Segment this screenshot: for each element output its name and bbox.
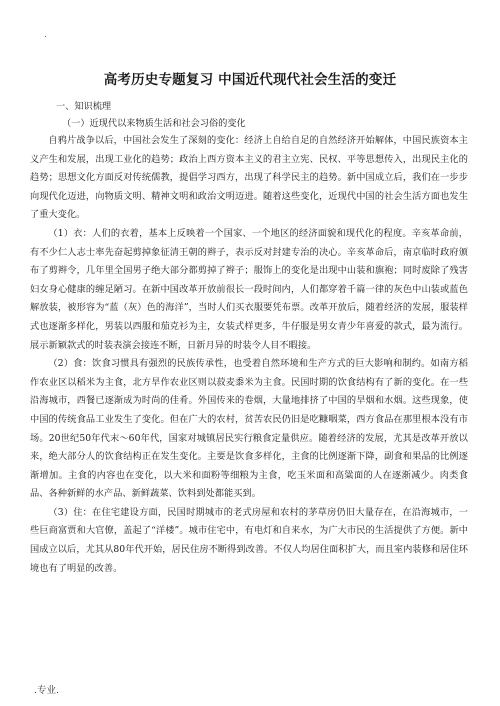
paragraph-housing: （3）住：在住宅建设方面，民国时期城市的老式房屋和农村的茅草房仍旧大量存在，在沿海城市，一些巨商富贾和大官僚，盖起了“洋楼”。城市住宅中，有电灯和自来水，为广大市民的生活提供了方便。新中国成立以后，尤其从80年代开始，居民住房不断得到改善。不仅人均居住面积扩大，而且室内装修和居住环境也有了明显的改善。 (30, 506, 468, 574)
document-body (30, 98, 468, 578)
paragraph-food: （2）食：饮食习惯具有强烈的民族传承性，也受着自然环境和生产方式的巨大影响和制约。如南方稻作农业区以稻米为主食，北方旱作农业区则以菽麦黍米为主食。民国时期的饮食结构有了新的变化。在一些沿海城市，西餐已逐渐成为时尚的佳肴。外国传来的卷烟，大量地排挤了中国的旱烟和水烟。这些现象，使中国的传统食品工业发生了变化。但在广大的农村，贫苦农民仍旧是吃糠咽菜，西方食品在那里根本没有市场。20世纪50年代末～60年代，国家对城镇居民实行粮食定量供应。随着经济的发展，尤其是改革开放以来，绝大部分人的饮食结构正在发生变化。主要是饮食多样化，主食的比例逐渐下降，副食和果品的比例逐渐增加。主食的内容也在变化，以大米和面粉等细粮为主食，吃玉米面和高粱面的人在逐渐减少。肉类食品、各种新鲜的水产品、新鲜蔬菜、饮料到处都能买到。 (30, 358, 468, 500)
subsection-heading: （一）近现代以来物质生活和社会习俗的变化 (62, 118, 246, 129)
page-footer: .专业. (34, 685, 60, 696)
paragraph-clothing: （1）衣：人们的衣着，基本上反映着一个国家、一个地区的经济面貌和现代化的程度。辛亥革命前，有不少仁人志士率先奋起剪掉象征清王朝的辫子，表示反对封建专治的决心。辛亥革命后，南京临时政府颁布了剪辫令，几年里全国男子绝大部分都剪掉了辫子；服饰上的变化是出现中山装和旗袍；同时废除了残害妇女身心健康的缠足陋习。在新中国改革开放前很长一段时间内，人们都穿着千篇一律的灰色中山装或蓝色解放装，被形容为“蓝（灰）色的海洋”，当时人们买衣服要凭布票。改革开放后，随着经济的发展，服装样式也逐渐多样化，男装以西服和茄克衫为主，女装式样更多，牛仔服是男女青少年喜爱的款式，最为流行。展示新颖款式的时装表演会接连不断，日新月异的时装令人目不暇接。 (30, 227, 468, 351)
document-title: 高考历史专题复习 中国近代现代社会生活的变迁 (103, 72, 397, 88)
header-mark: . (44, 30, 47, 40)
paragraph-intro: 自鸦片战争以后，中国社会发生了深刻的变化：经济上自给自足的自然经济开始解体，中国民族资本主义产生和发展，出现工业化的趋势；政治上西方资本主义的君主立宪、民权、平等思想传入，出现民主化的趋势；思想文化方面反对传统儒教，提倡学习西方，出现了科学民主的趋势。新中国成立后，我们在一步步向现代化迈进，向物质文明、精神文明和政治文明迈进。随着这些变化，近现代中国的社会生活方面也发生了重大变化。 (30, 135, 468, 221)
section-heading: 一、知识梳理 (56, 101, 112, 112)
